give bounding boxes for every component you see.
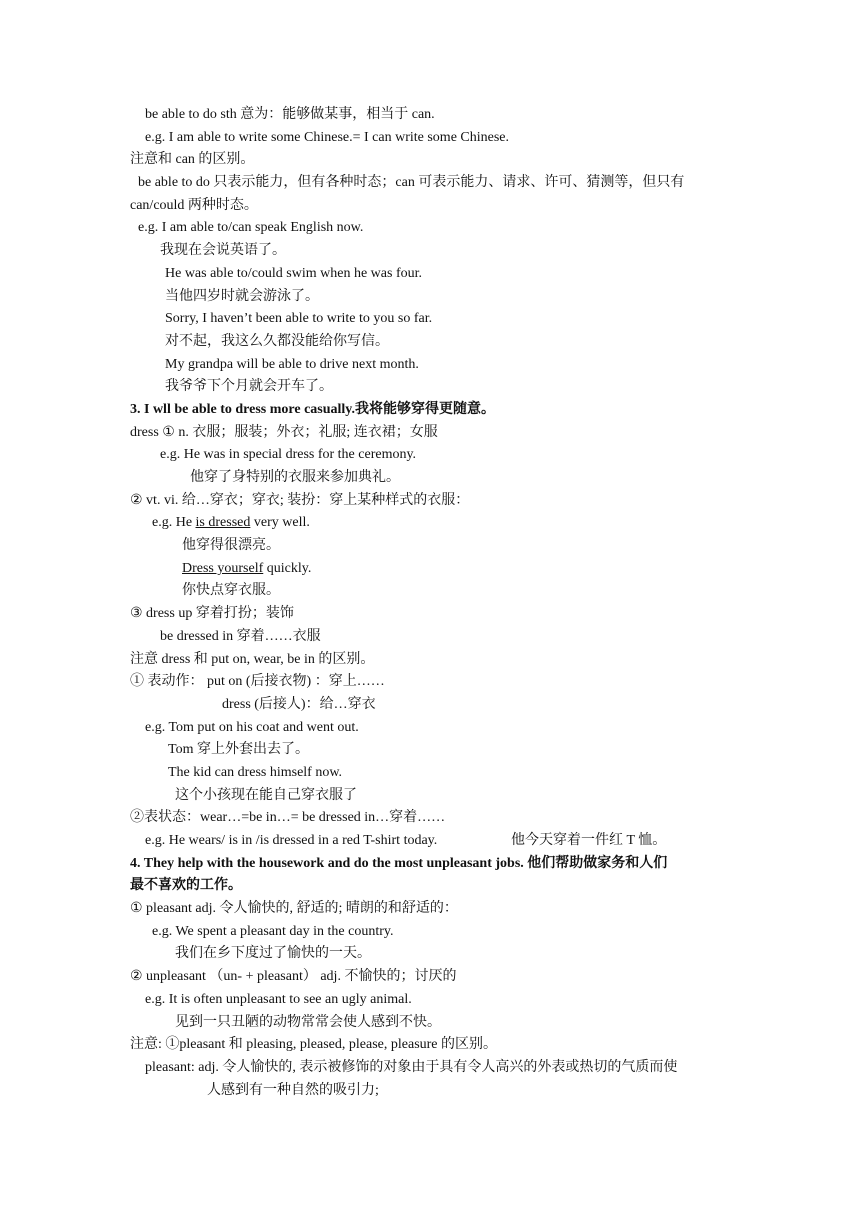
document-page [0,104,860,1102]
text-segment: e.g. He was in special dress for the ceremony. [160,447,417,463]
text-segment: 3. I wll be able to dress more casually.我将能够穿得更随意。 [130,401,496,417]
text-segment: 当他四岁时就会游泳了。 [165,288,319,304]
text-segment: e.g. Tom put on his coat and went out. [145,719,359,735]
text-segment: 注意和 can 的区别。 [130,152,255,168]
translation-text: 他今天穿着一件红 T 恤。 [511,833,667,848]
text-line [0,422,860,445]
text-segment: be able to do 只表示能力，但有各种时态；can 可表示能力、请求、许可、猜测等，但只有 [138,175,685,191]
text-line [0,217,860,240]
section-heading [0,875,860,898]
text-line [0,331,860,354]
text-segment: ②表状态：wear…=be in…= be dressed in…穿着…… [130,810,446,826]
text-line [0,263,860,286]
text-line [0,830,860,853]
text-segment: quickly. [263,560,312,576]
text-line [0,762,860,785]
text-segment: 注意: ①pleasant 和 pleasing, pleased, please, pleasure 的区别。 [130,1037,498,1053]
text-segment: dress (后接人)：给…穿衣 [222,696,376,712]
text-segment: Sorry, I haven’t been able to write to you so far. [165,311,433,327]
section-heading [0,399,860,422]
text-line [0,943,860,966]
underlined-phrase: is dressed [195,515,251,531]
text-segment: 4. They help with the housework and do the most unpleasant jobs. 他们帮助做家务和人们 [130,855,668,871]
text-segment: The kid can dress himself now. [168,764,343,780]
text-line [0,512,860,535]
text-segment: 人感到有一种自然的吸引力; [207,1082,379,1098]
text-line [0,558,860,581]
text-line [0,785,860,808]
text-line [0,671,860,694]
text-segment: 他穿得很漂亮。 [182,538,280,554]
text-segment: 见到一只丑陋的动物常常会使人感到不快。 [175,1014,441,1030]
text-line [0,626,860,649]
text-line [0,694,860,717]
text-line [0,286,860,309]
text-line [0,898,860,921]
text-line [0,195,860,218]
text-segment: 他穿了身特别的衣服来参加典礼。 [190,470,400,485]
text-segment: My grandpa will be able to drive next month. [165,356,419,372]
text-segment: dress ① n. 衣服；服装；外衣；礼服; 连衣裙；女服 [130,424,438,440]
text-line [0,717,860,740]
text-line [0,127,860,150]
text-segment: be able to do sth 意为：能够做某事，相当于 can. [145,107,435,122]
text-line [0,1012,860,1035]
text-segment: ① pleasant adj. 令人愉快的, 舒适的; 晴朗的和舒适的： [130,901,458,917]
section-heading [0,853,860,876]
text-line [0,739,860,762]
text-segment: e.g. He wears/ is in /is dressed in a red T-shirt today. [145,833,438,848]
text-line [0,354,860,377]
text-line [0,603,860,626]
text-line [0,376,860,399]
text-segment: 我们在乡下度过了愉快的一天。 [175,946,371,962]
text-segment: e.g. We spent a pleasant day in the country. [152,923,394,939]
text-segment: ② vt. vi. 给…穿衣；穿衣; 装扮：穿上某种样式的衣服： [130,492,470,508]
text-segment: can/could 两种时态。 [130,197,258,213]
text-line [0,490,860,513]
text-line [0,467,860,490]
text-segment: e.g. I am able to write some Chinese.= I can write some Chinese. [145,129,510,145]
text-segment: 注意 dress 和 put on, wear, be in 的区别。 [130,651,375,667]
text-segment: ② unpleasant （un- + pleasant） adj. 不愉快的；讨厌的 [130,969,457,985]
text-line [0,104,860,127]
text-segment: 你快点穿衣服。 [182,583,280,599]
text-segment: pleasant: adj. 令人愉快的, 表示被修饰的对象由于具有令人高兴的外表或热切的气质而使 [145,1059,678,1075]
text-segment: He was able to/could swim when he was four. [165,265,422,281]
text-line [0,444,860,467]
text-line [0,649,860,672]
text-line [0,1034,860,1057]
text-line [0,240,860,263]
text-segment: very well. [250,515,310,531]
text-line [0,149,860,172]
text-line [0,989,860,1012]
text-segment: 对不起，我这么久都没能给你写信。 [165,333,389,349]
text-segment: 我现在会说英语了。 [160,243,286,259]
text-line [0,580,860,603]
text-segment: be dressed in 穿着……衣服 [160,628,321,644]
text-line [0,966,860,989]
text-line [0,535,860,558]
text-segment: ③ dress up 穿着打扮；装饰 [130,606,294,622]
text-line [0,807,860,830]
text-segment: 最不喜欢的工作。 [130,878,242,894]
text-line [0,1057,860,1080]
text-segment: e.g. It is often unpleasant to see an ugly animal. [145,991,412,1007]
text-line [0,172,860,195]
text-segment: 这个小孩现在能自己穿衣服了 [175,787,357,803]
underlined-phrase: Dress yourself [182,560,264,576]
text-line [0,1080,860,1103]
text-line [0,921,860,944]
text-segment: Tom 穿上外套出去了。 [168,742,309,758]
text-segment: e.g. I am able to/can speak English now. [138,220,364,236]
text-segment: e.g. He [152,515,196,531]
text-segment: ① 表动作： put on (后接衣物) ：穿上…… [130,674,385,690]
text-segment: 我爷爷下个月就会开车了。 [165,379,333,395]
text-line [0,308,860,331]
